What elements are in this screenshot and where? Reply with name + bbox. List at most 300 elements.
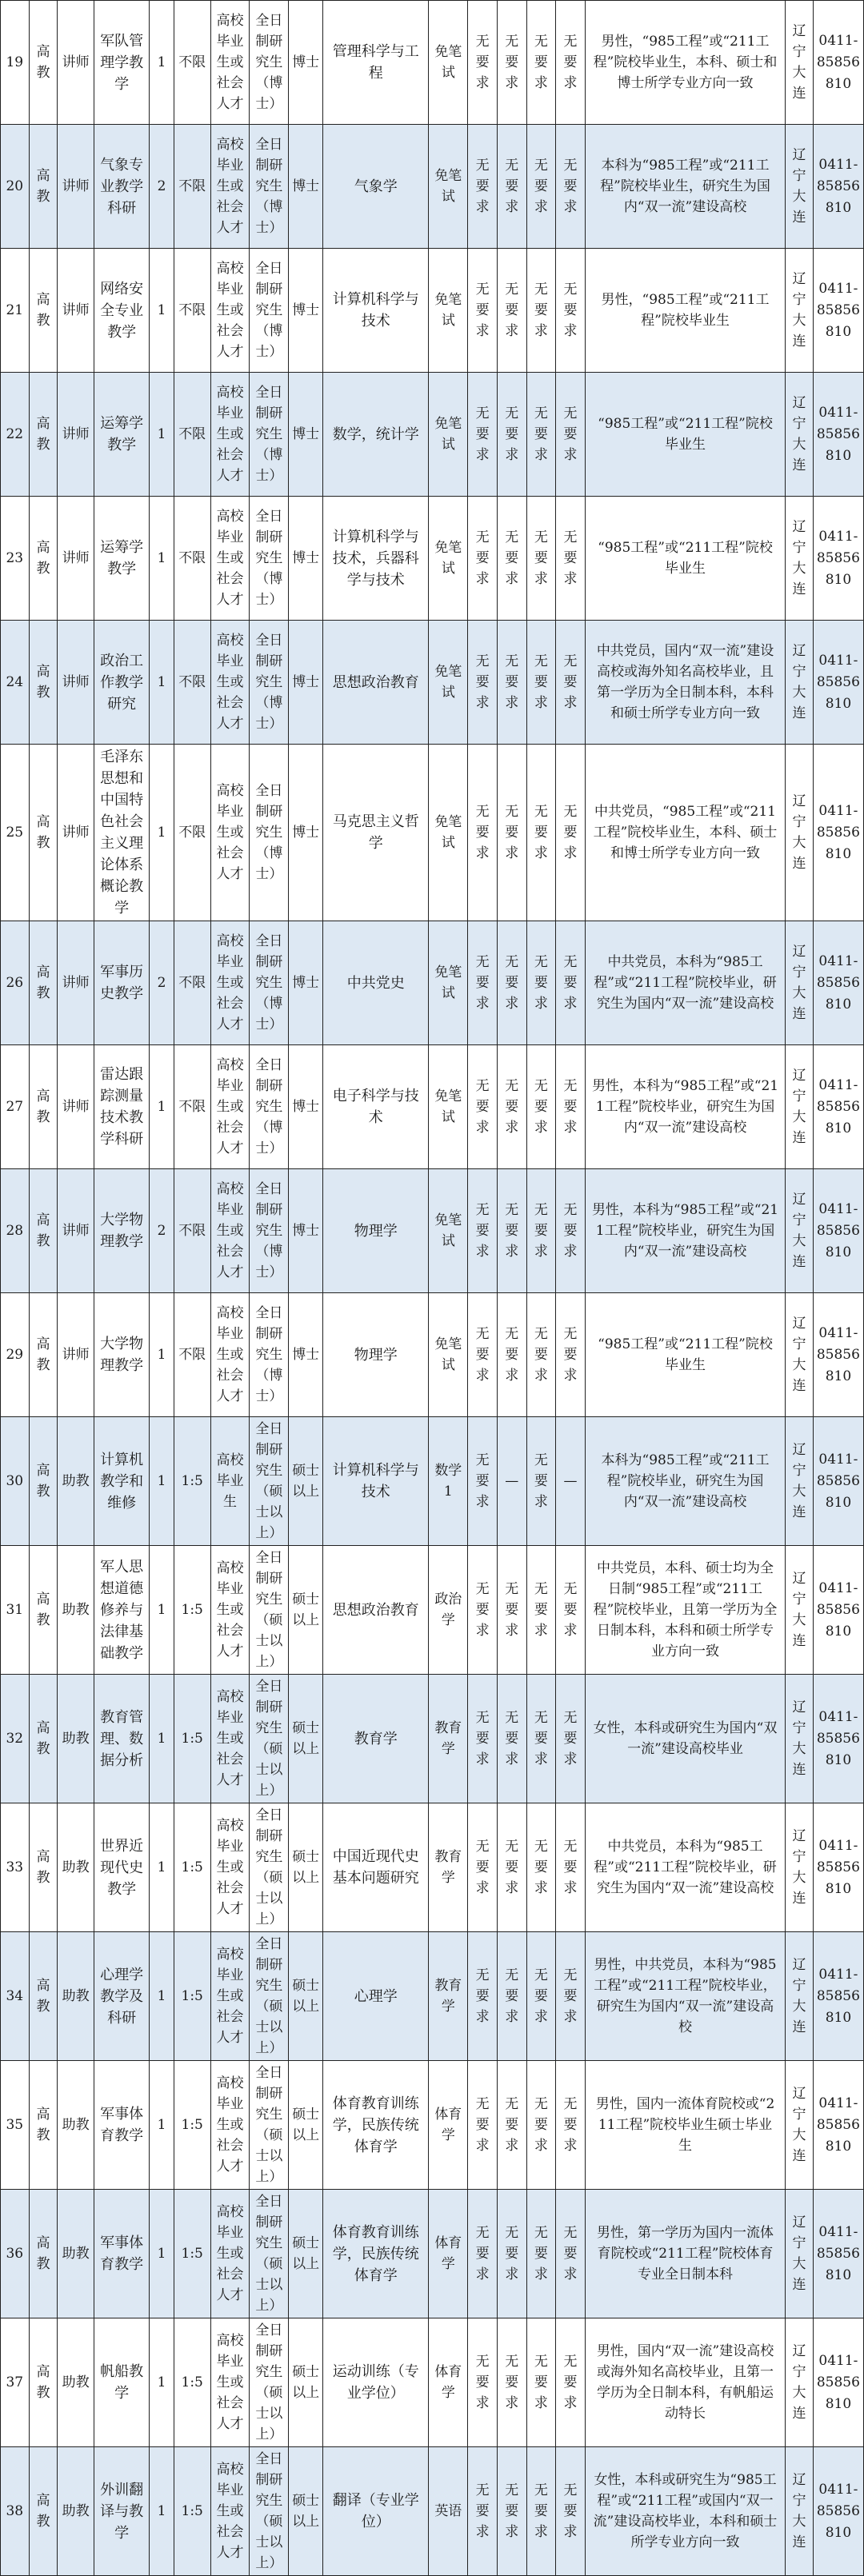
cell-exam-subject: 免笔试: [429, 921, 468, 1045]
cell-req-2: 无要求: [497, 2061, 526, 2190]
cell-post-title: 助教: [58, 1417, 94, 1546]
cell-category: 高教: [29, 125, 58, 249]
cell-major: 翻译（专业学位）: [323, 2447, 429, 2576]
cell-degree: 硕士以上: [289, 2318, 323, 2447]
cell-location: 辽宁大连: [786, 2447, 814, 2576]
cell-row-number: 34: [1, 1932, 30, 2061]
cell-req-2: 无要求: [497, 249, 526, 373]
cell-exam-subject: 免笔试: [429, 621, 468, 745]
cell-req-4: 无要求: [556, 497, 586, 621]
cell-head-count: 1: [150, 373, 174, 497]
cell-source: 高校毕业生或社会人才: [210, 2447, 250, 2576]
cell-degree: 硕士以上: [289, 2061, 323, 2190]
table-row: [1, 921, 864, 1045]
cell-req-4: 无要求: [556, 2061, 586, 2190]
cell-post-title: 讲师: [58, 1045, 94, 1169]
cell-exam-ratio: 不限: [174, 497, 210, 621]
cell-req-1: 无要求: [468, 1546, 498, 1675]
cell-position-name: 教育管理、数据分析: [94, 1675, 150, 1803]
cell-contact-phone: 0411-85856810: [813, 373, 863, 497]
cell-req-2: 无要求: [497, 1045, 526, 1169]
cell-exam-ratio: 1:5: [174, 1417, 210, 1546]
cell-source: 高校毕业生或社会人才: [210, 1932, 250, 2061]
cell-post-title: 讲师: [58, 745, 94, 921]
table-row: [1, 1675, 864, 1803]
cell-head-count: 2: [150, 1169, 174, 1293]
cell-post-title: 讲师: [58, 373, 94, 497]
cell-other-requirements: 男性，本科为“985工程”或“211工程”院校毕业，研究生为国内“双一流”建设高校: [585, 1045, 785, 1169]
cell-req-3: 无要求: [526, 125, 556, 249]
cell-row-number: 26: [1, 921, 30, 1045]
cell-contact-phone: 0411-85856810: [813, 921, 863, 1045]
cell-req-2: 无要求: [497, 921, 526, 1045]
cell-major: 数学，统计学: [323, 373, 429, 497]
cell-other-requirements: 中共党员，本科、硕士均为全日制“985工程”或“211工程”院校毕业，且第一学历为全日制本科，本科和硕士所学专业方向一致: [585, 1546, 785, 1675]
cell-req-4: 无要求: [556, 249, 586, 373]
cell-major: 物理学: [323, 1169, 429, 1293]
cell-req-4: 无要求: [556, 745, 586, 921]
cell-degree: 博士: [289, 497, 323, 621]
cell-source: 高校毕业生或社会人才: [210, 2318, 250, 2447]
cell-contact-phone: 0411-85856810: [813, 2061, 863, 2190]
table-row: [1, 1803, 864, 1932]
cell-req-1: 无要求: [468, 1, 498, 125]
cell-head-count: 1: [150, 2061, 174, 2190]
cell-source: 高校毕业生或社会人才: [210, 1803, 250, 1932]
cell-category: 高教: [29, 2190, 58, 2318]
cell-req-2: 无要求: [497, 2318, 526, 2447]
cell-education: 全日制研究生（博士）: [250, 497, 289, 621]
cell-other-requirements: 男性，第一学历为国内一流体育院校或“211工程”院校体育专业全日制本科: [585, 2190, 785, 2318]
cell-source: 高校毕业生或社会人才: [210, 921, 250, 1045]
cell-position-name: 毛泽东思想和中国特色社会主义理论体系概论教学: [94, 745, 150, 921]
cell-category: 高教: [29, 1546, 58, 1675]
cell-post-title: 讲师: [58, 497, 94, 621]
cell-req-1: 无要求: [468, 1293, 498, 1417]
cell-source: 高校毕业生或社会人才: [210, 125, 250, 249]
cell-row-number: 36: [1, 2190, 30, 2318]
cell-exam-subject: 免笔试: [429, 1045, 468, 1169]
cell-post-title: 助教: [58, 2318, 94, 2447]
cell-position-name: 政治工作教学研究: [94, 621, 150, 745]
cell-req-2: 无要求: [497, 745, 526, 921]
cell-category: 高教: [29, 2061, 58, 2190]
cell-req-4: 无要求: [556, 2190, 586, 2318]
cell-req-4: 无要求: [556, 373, 586, 497]
cell-contact-phone: 0411-85856810: [813, 621, 863, 745]
cell-exam-ratio: 1:5: [174, 1932, 210, 2061]
cell-exam-ratio: 不限: [174, 373, 210, 497]
table-row: [1, 2447, 864, 2576]
cell-head-count: 2: [150, 125, 174, 249]
table-row: [1, 1932, 864, 2061]
cell-post-title: 助教: [58, 2190, 94, 2318]
cell-degree: 硕士以上: [289, 1546, 323, 1675]
cell-head-count: 1: [150, 1417, 174, 1546]
cell-req-3: 无要求: [526, 1546, 556, 1675]
cell-req-3: 无要求: [526, 921, 556, 1045]
cell-degree: 博士: [289, 921, 323, 1045]
cell-post-title: 讲师: [58, 1293, 94, 1417]
cell-position-name: 运筹学教学: [94, 497, 150, 621]
cell-exam-subject: 免笔试: [429, 1169, 468, 1293]
cell-row-number: 25: [1, 745, 30, 921]
cell-req-1: 无要求: [468, 1803, 498, 1932]
cell-exam-ratio: 不限: [174, 125, 210, 249]
cell-other-requirements: 本科为“985工程”或“211工程”院校毕业生，研究生为国内“双一流”建设高校: [585, 125, 785, 249]
cell-req-1: 无要求: [468, 1417, 498, 1546]
cell-row-number: 33: [1, 1803, 30, 1932]
cell-major: 思想政治教育: [323, 1546, 429, 1675]
cell-position-name: 军事体育教学: [94, 2061, 150, 2190]
cell-location: 辽宁大连: [786, 1546, 814, 1675]
cell-major: 电子科学与技术: [323, 1045, 429, 1169]
cell-source: 高校毕业生或社会人才: [210, 249, 250, 373]
cell-location: 辽宁大连: [786, 125, 814, 249]
cell-location: 辽宁大连: [786, 745, 814, 921]
cell-education: 全日制研究生（博士）: [250, 745, 289, 921]
cell-row-number: 37: [1, 2318, 30, 2447]
cell-req-2: 无要求: [497, 1169, 526, 1293]
cell-degree: 博士: [289, 373, 323, 497]
cell-row-number: 27: [1, 1045, 30, 1169]
cell-other-requirements: “985工程”或“211工程”院校毕业生: [585, 1293, 785, 1417]
cell-contact-phone: 0411-85856810: [813, 2190, 863, 2318]
cell-contact-phone: 0411-85856810: [813, 1293, 863, 1417]
cell-row-number: 38: [1, 2447, 30, 2576]
cell-req-1: 无要求: [468, 373, 498, 497]
cell-position-name: 运筹学教学: [94, 373, 150, 497]
cell-head-count: 1: [150, 1803, 174, 1932]
cell-req-3: 无要求: [526, 1169, 556, 1293]
cell-location: 辽宁大连: [786, 2190, 814, 2318]
cell-source: 高校毕业生或社会人才: [210, 2190, 250, 2318]
cell-location: 辽宁大连: [786, 1803, 814, 1932]
cell-major: 心理学: [323, 1932, 429, 2061]
cell-row-number: 21: [1, 249, 30, 373]
cell-other-requirements: 男性，中共党员，本科为“985工程”或“211工程”院校毕业，研究生为国内“双一流”建设高校: [585, 1932, 785, 2061]
cell-post-title: 讲师: [58, 921, 94, 1045]
cell-exam-subject: 免笔试: [429, 1, 468, 125]
cell-row-number: 30: [1, 1417, 30, 1546]
cell-contact-phone: 0411-85856810: [813, 1045, 863, 1169]
cell-location: 辽宁大连: [786, 249, 814, 373]
cell-req-1: 无要求: [468, 621, 498, 745]
cell-post-title: 助教: [58, 2061, 94, 2190]
cell-exam-subject: 数学1: [429, 1417, 468, 1546]
cell-req-3: 无要求: [526, 1045, 556, 1169]
cell-exam-ratio: 不限: [174, 921, 210, 1045]
cell-req-3: 无要求: [526, 1675, 556, 1803]
cell-other-requirements: “985工程”或“211工程”院校毕业生: [585, 373, 785, 497]
cell-post-title: 讲师: [58, 125, 94, 249]
cell-source: 高校毕业生或社会人才: [210, 745, 250, 921]
table-row: [1, 1293, 864, 1417]
cell-education: 全日制研究生（博士）: [250, 1045, 289, 1169]
cell-exam-ratio: 不限: [174, 1, 210, 125]
cell-other-requirements: 中共党员，“985工程”或“211工程”院校毕业生，本科、硕士和博士所学专业方向一致: [585, 745, 785, 921]
cell-location: 辽宁大连: [786, 2318, 814, 2447]
cell-row-number: 29: [1, 1293, 30, 1417]
cell-head-count: 1: [150, 745, 174, 921]
cell-category: 高教: [29, 921, 58, 1045]
cell-req-1: 无要求: [468, 497, 498, 621]
cell-major: 物理学: [323, 1293, 429, 1417]
cell-head-count: 1: [150, 1, 174, 125]
cell-position-name: 网络安全专业教学: [94, 249, 150, 373]
cell-exam-ratio: 1:5: [174, 2061, 210, 2190]
cell-post-title: 讲师: [58, 1169, 94, 1293]
cell-category: 高教: [29, 249, 58, 373]
cell-contact-phone: 0411-85856810: [813, 249, 863, 373]
cell-exam-subject: 体育学: [429, 2061, 468, 2190]
cell-source: 高校毕业生或社会人才: [210, 1, 250, 125]
cell-education: 全日制研究生（硕士以上）: [250, 2061, 289, 2190]
cell-contact-phone: 0411-85856810: [813, 2318, 863, 2447]
cell-location: 辽宁大连: [786, 497, 814, 621]
cell-category: 高教: [29, 2447, 58, 2576]
cell-exam-subject: 政治学: [429, 1546, 468, 1675]
cell-req-4: —: [556, 1417, 586, 1546]
cell-exam-subject: 英语: [429, 2447, 468, 2576]
cell-req-2: —: [497, 1417, 526, 1546]
cell-category: 高教: [29, 2318, 58, 2447]
cell-degree: 硕士以上: [289, 1932, 323, 2061]
cell-req-2: 无要求: [497, 497, 526, 621]
cell-source: 高校毕业生或社会人才: [210, 497, 250, 621]
cell-education: 全日制研究生（硕士以上）: [250, 1803, 289, 1932]
cell-contact-phone: 0411-85856810: [813, 1675, 863, 1803]
cell-location: 辽宁大连: [786, 373, 814, 497]
cell-location: 辽宁大连: [786, 1, 814, 125]
cell-category: 高教: [29, 1293, 58, 1417]
table-row: [1, 1, 864, 125]
cell-major: 中国近现代史基本问题研究: [323, 1803, 429, 1932]
table-row: [1, 1546, 864, 1675]
cell-major: 教育学: [323, 1675, 429, 1803]
cell-row-number: 35: [1, 2061, 30, 2190]
cell-major: 体育教育训练学，民族传统体育学: [323, 2190, 429, 2318]
cell-contact-phone: 0411-85856810: [813, 1932, 863, 2061]
cell-position-name: 外训翻译与教学: [94, 2447, 150, 2576]
cell-degree: 博士: [289, 1169, 323, 1293]
cell-degree: 硕士以上: [289, 1675, 323, 1803]
cell-major: 马克思主义哲学: [323, 745, 429, 921]
cell-education: 全日制研究生（博士）: [250, 1293, 289, 1417]
cell-major: 运动训练（专业学位）: [323, 2318, 429, 2447]
cell-req-2: 无要求: [497, 1932, 526, 2061]
cell-education: 全日制研究生（硕士以上）: [250, 1546, 289, 1675]
cell-req-4: 无要求: [556, 1932, 586, 2061]
cell-req-4: 无要求: [556, 2447, 586, 2576]
cell-location: 辽宁大连: [786, 1045, 814, 1169]
cell-row-number: 32: [1, 1675, 30, 1803]
cell-req-1: 无要求: [468, 249, 498, 373]
cell-other-requirements: 女性，本科或研究生为“985工程”或“211工程”或国内“双一流”建设高校毕业，本科和硕士所学专业方向一致: [585, 2447, 785, 2576]
table-row: [1, 621, 864, 745]
table-row: [1, 745, 864, 921]
cell-head-count: 1: [150, 2447, 174, 2576]
cell-education: 全日制研究生（博士）: [250, 373, 289, 497]
cell-position-name: 军人思想道德修养与法律基础教学: [94, 1546, 150, 1675]
cell-req-4: 无要求: [556, 1293, 586, 1417]
cell-degree: 博士: [289, 125, 323, 249]
cell-other-requirements: 男性，国内“双一流”建设高校或海外知名高校毕业，且第一学历为全日制本科，有帆船运动特长: [585, 2318, 785, 2447]
cell-position-name: 大学物理教学: [94, 1169, 150, 1293]
table-row: [1, 1417, 864, 1546]
cell-location: 辽宁大连: [786, 1293, 814, 1417]
cell-contact-phone: 0411-85856810: [813, 1417, 863, 1546]
cell-exam-ratio: 不限: [174, 1293, 210, 1417]
table-row: [1, 125, 864, 249]
cell-row-number: 19: [1, 1, 30, 125]
cell-head-count: 1: [150, 249, 174, 373]
cell-head-count: 1: [150, 1045, 174, 1169]
cell-row-number: 20: [1, 125, 30, 249]
cell-req-3: 无要求: [526, 2318, 556, 2447]
cell-other-requirements: 男性，“985工程”或“211工程”院校毕业生: [585, 249, 785, 373]
cell-req-2: 无要求: [497, 1293, 526, 1417]
cell-major: 管理科学与工程: [323, 1, 429, 125]
cell-category: 高教: [29, 1932, 58, 2061]
cell-row-number: 24: [1, 621, 30, 745]
cell-head-count: 1: [150, 2190, 174, 2318]
cell-contact-phone: 0411-85856810: [813, 1169, 863, 1293]
cell-major: 中共党史: [323, 921, 429, 1045]
cell-exam-subject: 体育学: [429, 2190, 468, 2318]
cell-exam-ratio: 不限: [174, 621, 210, 745]
cell-category: 高教: [29, 621, 58, 745]
cell-contact-phone: 0411-85856810: [813, 1803, 863, 1932]
cell-exam-subject: 免笔试: [429, 497, 468, 621]
cell-exam-subject: 体育学: [429, 2318, 468, 2447]
cell-req-1: 无要求: [468, 1932, 498, 2061]
cell-source: 高校毕业生或社会人才: [210, 2061, 250, 2190]
cell-education: 全日制研究生（博士）: [250, 249, 289, 373]
cell-exam-subject: 免笔试: [429, 249, 468, 373]
cell-req-4: 无要求: [556, 1, 586, 125]
cell-category: 高教: [29, 1045, 58, 1169]
cell-exam-ratio: 1:5: [174, 2447, 210, 2576]
cell-head-count: 1: [150, 497, 174, 621]
cell-req-1: 无要求: [468, 1169, 498, 1293]
cell-source: 高校毕业生: [210, 1417, 250, 1546]
cell-req-1: 无要求: [468, 1675, 498, 1803]
cell-degree: 博士: [289, 1, 323, 125]
cell-position-name: 军事体育教学: [94, 2190, 150, 2318]
cell-req-4: 无要求: [556, 1675, 586, 1803]
cell-row-number: 22: [1, 373, 30, 497]
cell-req-3: 无要求: [526, 373, 556, 497]
cell-other-requirements: 中共党员，本科为“985工程”或“211工程”院校毕业，研究生为国内“双一流”建设高校: [585, 1803, 785, 1932]
cell-degree: 博士: [289, 1293, 323, 1417]
cell-exam-ratio: 不限: [174, 745, 210, 921]
cell-req-1: 无要求: [468, 2318, 498, 2447]
cell-req-3: 无要求: [526, 1803, 556, 1932]
cell-post-title: 讲师: [58, 621, 94, 745]
cell-head-count: 1: [150, 621, 174, 745]
cell-degree: 硕士以上: [289, 2190, 323, 2318]
cell-education: 全日制研究生（博士）: [250, 621, 289, 745]
cell-exam-subject: 教育学: [429, 1803, 468, 1932]
cell-contact-phone: 0411-85856810: [813, 497, 863, 621]
cell-position-name: 气象专业教学科研: [94, 125, 150, 249]
cell-head-count: 1: [150, 1675, 174, 1803]
cell-degree: 博士: [289, 1045, 323, 1169]
cell-contact-phone: 0411-85856810: [813, 1546, 863, 1675]
cell-location: 辽宁大连: [786, 1932, 814, 2061]
cell-contact-phone: 0411-85856810: [813, 2447, 863, 2576]
cell-education: 全日制研究生（硕士以上）: [250, 1932, 289, 2061]
cell-req-1: 无要求: [468, 921, 498, 1045]
cell-req-1: 无要求: [468, 2061, 498, 2190]
cell-other-requirements: 中共党员，国内“双一流”建设高校或海外知名高校毕业，且第一学历为全日制本科，本科和硕士所学专业方向一致: [585, 621, 785, 745]
cell-category: 高教: [29, 1417, 58, 1546]
cell-location: 辽宁大连: [786, 921, 814, 1045]
cell-req-3: 无要求: [526, 1417, 556, 1546]
cell-category: 高教: [29, 1169, 58, 1293]
cell-location: 辽宁大连: [786, 621, 814, 745]
cell-degree: 硕士以上: [289, 1803, 323, 1932]
cell-contact-phone: 0411-85856810: [813, 1, 863, 125]
cell-other-requirements: 男性，国内一流体育院校或“211工程”院校毕业生硕士毕业生: [585, 2061, 785, 2190]
cell-source: 高校毕业生或社会人才: [210, 621, 250, 745]
cell-req-3: 无要求: [526, 1932, 556, 2061]
cell-source: 高校毕业生或社会人才: [210, 1293, 250, 1417]
cell-head-count: 1: [150, 2318, 174, 2447]
cell-req-1: 无要求: [468, 2190, 498, 2318]
cell-major: 气象学: [323, 125, 429, 249]
cell-other-requirements: 男性，本科为“985工程”或“211工程”院校毕业，研究生为国内“双一流”建设高校: [585, 1169, 785, 1293]
cell-location: 辽宁大连: [786, 1169, 814, 1293]
table-row: [1, 373, 864, 497]
cell-position-name: 帆船教学: [94, 2318, 150, 2447]
cell-other-requirements: “985工程”或“211工程”院校毕业生: [585, 497, 785, 621]
cell-exam-ratio: 不限: [174, 1045, 210, 1169]
cell-req-1: 无要求: [468, 1045, 498, 1169]
cell-source: 高校毕业生或社会人才: [210, 1169, 250, 1293]
cell-position-name: 军事历史教学: [94, 921, 150, 1045]
cell-req-2: 无要求: [497, 1675, 526, 1803]
cell-row-number: 28: [1, 1169, 30, 1293]
cell-req-3: 无要求: [526, 497, 556, 621]
cell-req-3: 无要求: [526, 1293, 556, 1417]
cell-req-3: 无要求: [526, 1, 556, 125]
cell-req-3: 无要求: [526, 745, 556, 921]
cell-other-requirements: 女性，本科或研究生为国内“双一流”建设高校毕业: [585, 1675, 785, 1803]
cell-req-2: 无要求: [497, 1546, 526, 1675]
cell-req-3: 无要求: [526, 621, 556, 745]
cell-req-2: 无要求: [497, 2447, 526, 2576]
cell-education: 全日制研究生（硕士以上）: [250, 2447, 289, 2576]
cell-education: 全日制研究生（博士）: [250, 125, 289, 249]
cell-exam-ratio: 1:5: [174, 2190, 210, 2318]
cell-req-4: 无要求: [556, 921, 586, 1045]
table-row: [1, 497, 864, 621]
cell-exam-ratio: 1:5: [174, 2318, 210, 2447]
cell-category: 高教: [29, 745, 58, 921]
cell-exam-subject: 教育学: [429, 1675, 468, 1803]
cell-degree: 博士: [289, 621, 323, 745]
cell-req-2: 无要求: [497, 1803, 526, 1932]
cell-req-1: 无要求: [468, 745, 498, 921]
cell-degree: 博士: [289, 745, 323, 921]
cell-req-4: 无要求: [556, 1169, 586, 1293]
cell-exam-subject: 免笔试: [429, 1293, 468, 1417]
cell-major: 计算机科学与技术: [323, 1417, 429, 1546]
cell-major: 思想政治教育: [323, 621, 429, 745]
cell-exam-subject: 免笔试: [429, 745, 468, 921]
